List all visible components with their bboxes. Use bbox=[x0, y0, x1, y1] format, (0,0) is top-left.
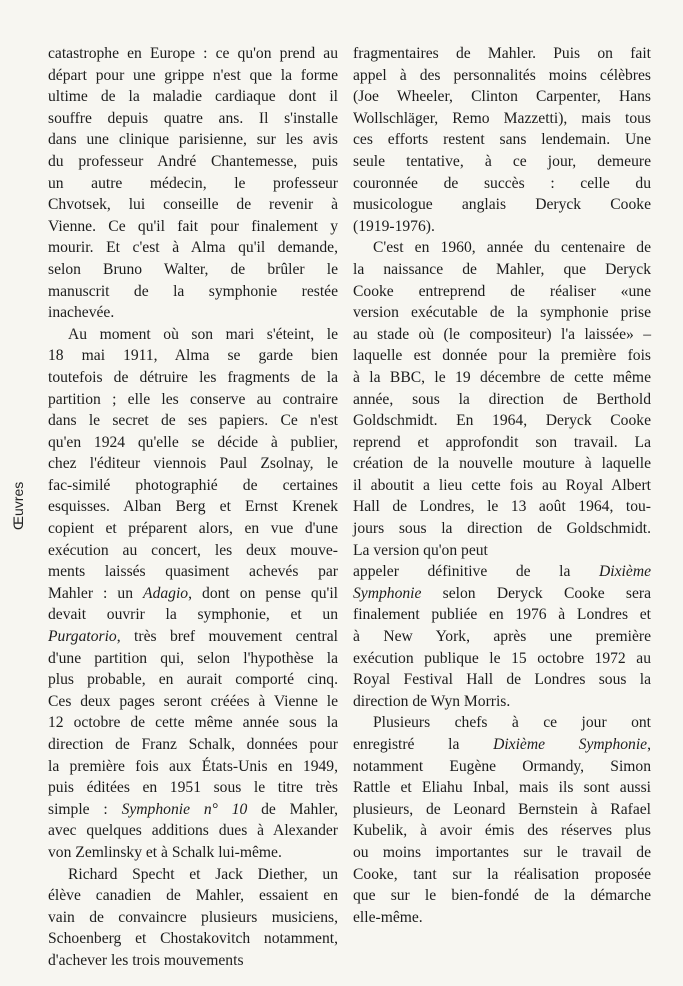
text-line bbox=[353, 820, 651, 842]
text-fragment: plusieurs, de Leonard Bernstein à Rafael bbox=[353, 800, 651, 818]
text-line bbox=[353, 540, 651, 562]
text-line bbox=[48, 108, 338, 130]
text-fragment: d'une partition qui, selon l'hypothèse la bbox=[48, 649, 338, 667]
text-fragment: direction de Franz Schalk, données pour bbox=[48, 736, 338, 753]
text-fragment: selon Bruno Walter, de brûler le bbox=[48, 260, 338, 278]
text-fragment: élève canadien de Mahler, essaient en bbox=[48, 887, 338, 905]
text-line bbox=[48, 561, 338, 583]
text-fragment: vain de convaincre plusieurs musiciens, bbox=[48, 908, 338, 926]
text-line bbox=[48, 885, 338, 907]
text-line bbox=[353, 799, 651, 821]
text-line bbox=[353, 885, 651, 907]
text-fragment: jours sous la direction de Goldschmidt. bbox=[353, 520, 651, 538]
text-fragment: toutefois de détruire les fragments de la bbox=[48, 368, 338, 386]
text-line bbox=[48, 432, 338, 454]
text-fragment: elle-même. bbox=[353, 908, 423, 926]
text-fragment: (1919-1976). bbox=[353, 217, 435, 235]
text-line bbox=[48, 820, 338, 842]
text-line bbox=[353, 410, 651, 432]
text-fragment: reprend et approfondit son travail. La bbox=[353, 433, 651, 451]
text-line bbox=[353, 216, 651, 238]
text-line bbox=[48, 496, 338, 518]
text-line bbox=[48, 173, 338, 195]
text-line bbox=[353, 475, 651, 497]
text-fragment: Rattle et Eliahu Inbal, mais ils sont aussi bbox=[353, 779, 651, 797]
text-line bbox=[48, 259, 338, 281]
text-line bbox=[48, 389, 338, 411]
text-line bbox=[48, 734, 338, 756]
text-fragment: copient et préparent alors, en vue d'une bbox=[48, 520, 338, 538]
right-column bbox=[353, 43, 651, 928]
text-fragment: Au moment où son mari s'éteint, le bbox=[68, 325, 338, 343]
text-line bbox=[353, 281, 651, 303]
text-line bbox=[48, 43, 338, 65]
text-fragment: , très bref mouvement central bbox=[116, 628, 338, 646]
text-fragment: 18 mai 1911, Alma se garde bien bbox=[48, 347, 338, 365]
text-fragment: exécution au concert, les deux mouve- bbox=[48, 541, 338, 559]
text-fragment: ces efforts restent sans lendemain. Une bbox=[353, 131, 651, 149]
text-fragment: Hall de Londres, le 13 août 1964, tou- bbox=[353, 498, 651, 516]
text-line bbox=[48, 626, 338, 648]
text-line bbox=[48, 86, 338, 108]
text-fragment: ments laissés quasiment achevés par bbox=[48, 563, 338, 581]
text-line bbox=[48, 756, 338, 778]
text-line bbox=[353, 648, 651, 670]
italic-title: Purgatorio bbox=[48, 628, 117, 646]
text-line bbox=[48, 410, 338, 432]
text-fragment: ultime de la maladie cardiaque dont il bbox=[48, 88, 338, 106]
text-line bbox=[353, 496, 651, 518]
text-fragment: au stade où (le compositeur) l'a laissée» – bbox=[353, 325, 651, 343]
text-fragment: La version qu'on peut bbox=[353, 541, 488, 559]
text-line bbox=[353, 561, 651, 583]
left-column bbox=[48, 43, 338, 972]
text-fragment: (Joe Wheeler, Clinton Carpenter, Hans bbox=[353, 88, 651, 106]
text-line bbox=[353, 756, 651, 778]
text-line bbox=[48, 950, 338, 972]
text-fragment: devait ouvrir la symphonie, et un bbox=[48, 606, 338, 624]
text-fragment: musicologue anglais Deryck Cooke bbox=[353, 196, 651, 214]
text-fragment: fragmentaires de Mahler. Puis on fait bbox=[353, 45, 651, 62]
text-fragment: , dont on pense qu'il bbox=[188, 584, 338, 602]
text-fragment: avec quelques additions dues à Alexander bbox=[48, 822, 338, 840]
text-line bbox=[353, 583, 651, 605]
text-line bbox=[48, 129, 338, 151]
text-line bbox=[48, 842, 338, 864]
text-fragment: à New York, après une première bbox=[353, 628, 651, 646]
text-fragment: couronnée de succès : celle du bbox=[353, 174, 651, 192]
text-line bbox=[48, 475, 338, 497]
text-fragment: enregistré la bbox=[353, 736, 494, 753]
text-line bbox=[48, 453, 338, 475]
text-line bbox=[353, 734, 651, 756]
text-line bbox=[48, 907, 338, 929]
text-line bbox=[48, 691, 338, 713]
text-fragment: mourir. Et c'est à Alma qu'il demande, bbox=[48, 239, 338, 257]
text-fragment: manuscrit de la symphonie restée bbox=[48, 282, 338, 300]
text-fragment: création de la nouvelle mouture à laquelle bbox=[353, 455, 651, 473]
text-fragment: Mahler : un bbox=[48, 584, 144, 602]
text-fragment: ou moins importantes sur le travail de bbox=[353, 843, 651, 861]
text-line bbox=[48, 194, 338, 216]
text-fragment: fac-similé photographié de certaines bbox=[48, 476, 338, 494]
text-fragment: la première fois aux États-Unis en 1949, bbox=[48, 757, 338, 775]
text-fragment: plus probable, en aurait comporté cinq. bbox=[48, 671, 338, 689]
text-line bbox=[48, 712, 338, 734]
italic-title: Dixième Symphonie bbox=[493, 736, 648, 753]
text-fragment: Ces deux pages seront créées à Vienne le bbox=[48, 692, 338, 710]
text-line bbox=[48, 799, 338, 821]
text-line bbox=[353, 194, 651, 216]
text-fragment: esquisses. Alban Berg et Ernst Krenek bbox=[48, 498, 338, 516]
text-fragment: du professeur André Chantemesse, puis bbox=[48, 152, 338, 170]
text-line bbox=[353, 691, 651, 713]
text-fragment: laquelle est donnée pour la première fois bbox=[353, 347, 651, 365]
text-line bbox=[353, 842, 651, 864]
text-fragment: dans une clinique parisienne, sur les avis bbox=[48, 131, 338, 149]
text-fragment: dans le secret de ses papiers. Ce n'est bbox=[48, 412, 338, 430]
text-fragment: Goldschmidt. En 1964, Deryck Cooke bbox=[353, 412, 651, 430]
text-line bbox=[48, 604, 338, 626]
text-fragment: chez l'éditeur viennois Paul Zsolnay, le bbox=[48, 455, 338, 473]
text-line bbox=[48, 237, 338, 259]
text-fragment: Plusieurs chefs à ce jour ont bbox=[373, 714, 651, 732]
text-fragment: exécution publique le 15 octobre 1972 au bbox=[353, 649, 651, 667]
text-fragment: partition ; elle les conserve au contraire bbox=[48, 390, 338, 408]
text-line bbox=[353, 129, 651, 151]
text-fragment: Wollschläger, Remo Mazzetti), mais tous bbox=[353, 109, 651, 127]
text-line bbox=[353, 259, 651, 281]
text-fragment: Richard Specht et Jack Diether, un bbox=[68, 865, 338, 883]
text-line bbox=[48, 540, 338, 562]
side-label: Œuvres bbox=[10, 481, 26, 530]
text-line bbox=[353, 237, 651, 259]
text-line bbox=[353, 345, 651, 367]
text-line bbox=[353, 43, 651, 65]
text-fragment: la naissance de Mahler, que Deryck bbox=[353, 260, 651, 278]
text-line bbox=[353, 453, 651, 475]
text-line bbox=[48, 777, 338, 799]
text-fragment: inachevée. bbox=[48, 304, 115, 322]
text-fragment: notamment Eugène Ormandy, Simon bbox=[353, 757, 651, 775]
text-line bbox=[353, 518, 651, 540]
text-fragment: simple : bbox=[48, 800, 122, 818]
text-line bbox=[353, 173, 651, 195]
text-fragment: Schoenberg et Chostakovitch notamment, bbox=[48, 930, 338, 948]
text-fragment: appeler définitive de la bbox=[353, 563, 600, 581]
text-fragment: Cooke, tant sur la réalisation proposée bbox=[353, 865, 651, 883]
text-fragment: version exécutable de la symphonie prise bbox=[353, 304, 651, 322]
text-line bbox=[353, 777, 651, 799]
text-fragment: de Mahler, bbox=[247, 800, 338, 818]
text-line bbox=[48, 324, 338, 346]
text-line bbox=[48, 65, 338, 87]
text-fragment: catastrophe en Europe : ce qu'on prend au bbox=[48, 45, 338, 62]
text-line bbox=[353, 302, 651, 324]
text-fragment: Cooke entreprend de réaliser «une bbox=[353, 282, 651, 300]
text-line bbox=[353, 367, 651, 389]
text-line bbox=[353, 151, 651, 173]
text-fragment: que sur le bien-fondé de la démarche bbox=[353, 887, 651, 905]
text-fragment: année, sous la direction de Berthold bbox=[353, 390, 651, 408]
text-line bbox=[48, 864, 338, 886]
italic-title: Symphonie n° 10 bbox=[121, 800, 248, 818]
text-line bbox=[48, 928, 338, 950]
text-fragment: von Zemlinsky et à Schalk lui-même. bbox=[48, 843, 282, 861]
text-fragment: Vienne. Ce qu'il fait pour finalement y bbox=[48, 217, 338, 235]
text-fragment: Royal Festival Hall de Londres sous la bbox=[353, 671, 651, 689]
text-fragment: Kubelik, à avoir émis des réserves plus bbox=[353, 822, 651, 840]
text-line bbox=[353, 65, 651, 87]
text-fragment: finalement publiée en 1976 à Londres et bbox=[353, 606, 651, 624]
text-fragment: à la BBC, le 19 décembre de cette même bbox=[353, 368, 651, 386]
text-fragment: appel à des personnalités moins célèbres bbox=[353, 66, 651, 84]
text-line bbox=[353, 712, 651, 734]
text-line bbox=[48, 648, 338, 670]
text-line bbox=[353, 389, 651, 411]
text-line bbox=[48, 216, 338, 238]
text-line bbox=[353, 604, 651, 626]
text-line bbox=[48, 151, 338, 173]
text-fragment: Chvotsek, lui conseille de revenir à bbox=[48, 196, 338, 214]
text-line bbox=[48, 345, 338, 367]
text-fragment: seule tentative, à ce jour, demeure bbox=[353, 152, 651, 170]
italic-title: Adagio bbox=[143, 584, 189, 602]
text-line bbox=[48, 583, 338, 605]
text-fragment: C'est en 1960, année du centenaire de bbox=[373, 239, 651, 257]
text-fragment: souffre depuis quatre ans. Il s'installe bbox=[48, 109, 338, 127]
text-line bbox=[353, 324, 651, 346]
text-line bbox=[48, 302, 338, 324]
text-fragment: , bbox=[647, 736, 651, 753]
text-line bbox=[353, 864, 651, 886]
text-line bbox=[48, 669, 338, 691]
text-fragment: d'achever les trois mouvements bbox=[48, 951, 244, 969]
text-fragment: qu'en 1924 qu'elle se décide à publier, bbox=[48, 433, 338, 451]
text-line bbox=[48, 518, 338, 540]
text-fragment: direction de Wyn Morris. bbox=[353, 692, 511, 710]
text-fragment: départ pour une grippe n'est que la forme bbox=[48, 66, 338, 84]
italic-title: Symphonie bbox=[353, 584, 422, 602]
text-fragment: selon Deryck Cooke sera bbox=[421, 584, 651, 602]
text-line bbox=[353, 432, 651, 454]
text-line bbox=[353, 669, 651, 691]
text-line bbox=[353, 626, 651, 648]
text-line bbox=[353, 108, 651, 130]
text-fragment: il aboutit a lieu cette fois au Royal Albert bbox=[353, 476, 651, 494]
text-line bbox=[48, 281, 338, 303]
text-fragment: un autre médecin, le professeur bbox=[48, 174, 338, 192]
text-line bbox=[48, 367, 338, 389]
text-fragment: puis éditées en 1951 sous le titre très bbox=[48, 779, 338, 797]
text-line bbox=[353, 907, 651, 929]
text-fragment: 12 octobre de cette même année sous la bbox=[48, 714, 338, 732]
side-label-container bbox=[10, 460, 30, 530]
italic-title: Dixième bbox=[599, 563, 651, 581]
text-line bbox=[353, 86, 651, 108]
